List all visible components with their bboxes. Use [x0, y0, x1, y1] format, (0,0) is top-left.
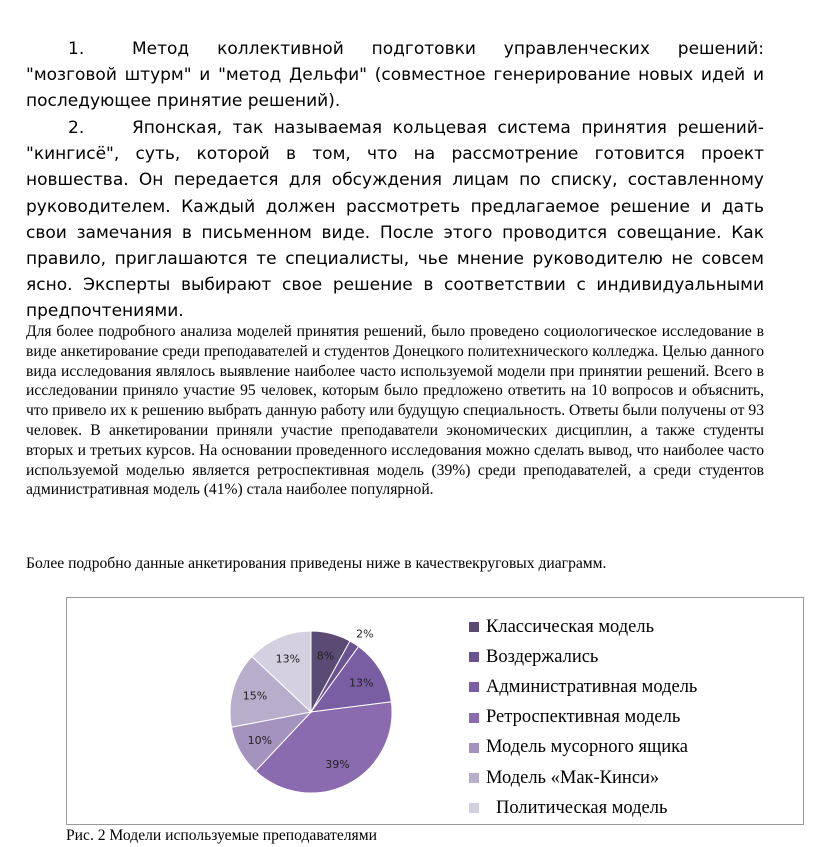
- legend-swatch: [469, 622, 479, 632]
- slice-label: 13%: [275, 652, 301, 666]
- legend-swatch: [469, 682, 479, 692]
- legend-item: [469, 793, 697, 823]
- legend-label: Модель «Мак-Кинси»: [486, 767, 660, 788]
- slice-label: 10%: [247, 734, 273, 748]
- pie-chart: [66, 597, 804, 825]
- slice-label: 13%: [348, 676, 374, 690]
- research-paragraph: Для более подробного анализа моделей принятия решений, было проведено социологическое исследование в виде анкетирование среди преподавателей и студентов Донецкого политехнического колледжа. Целью данного вида исследования являлось выявление наиболее часто используемой модели при принятии решений. Всего в исследовании приняло участие 95 человек, которым было предложено ответить на 10 вопросов и объяснить, что привело их к решению выбрать данную работу или будущую специальность. Ответы были получены от 93 человек. В анкетировании приняли участие преподаватели экономических дисциплин, а также студенты вторых и третьих курсов. На основании проведенного исследования можно сделать вывод, что наиболее часто используемой моделью является ретроспективная модель (39%) среди преподавателей, а среди студентов административная модель (41%) стала наиболее популярной.: [26, 323, 764, 499]
- list-number: 1.: [68, 39, 85, 59]
- list-number: 2.: [68, 118, 85, 138]
- list-item-2: [26, 115, 764, 325]
- list-text: Метод коллективной подготовки управленческих решений: "мозговой штурм" и "метод Дельфи" (совместное генерирование новых идей и последующее принятие решений).: [26, 39, 764, 112]
- legend-swatch: [469, 652, 479, 662]
- slice-label: 15%: [242, 689, 268, 703]
- legend-swatch: [469, 713, 479, 723]
- legend-item: [469, 733, 697, 763]
- legend-swatch: [469, 803, 479, 813]
- slice-label: 2%: [356, 627, 374, 641]
- legend-item: [469, 703, 697, 733]
- list-text: Японская, так называемая кольцевая система принятия решений- "кингисё", суть, которой в том, что на рассмотрение готовится проект новшества. Он передается для обсуждения лицам по списку, составленному руководителем. Каждый должен рассмотреть предлагаемое решение и дать свои замечания в письменном виде. После этого проводится совещание. Как правило, приглашаются те специалисты, чье мнение руководителю не совсем ясно. Эксперты выбирают свое решение в соответствии с индивидуальными предпочтениями.: [26, 118, 764, 322]
- legend-label: Политическая модель: [496, 797, 668, 818]
- legend-item: [469, 763, 697, 793]
- legend-label: Административная модель: [486, 676, 698, 697]
- legend-swatch: [469, 743, 479, 753]
- legend-label: Ретроспективная модель: [486, 707, 681, 728]
- legend-label: Воздержались: [486, 646, 599, 667]
- slice-label: 39%: [325, 757, 350, 771]
- legend-item: [469, 642, 697, 672]
- chart-legend: [469, 612, 697, 823]
- legend-item: [469, 672, 697, 702]
- figure-caption: Рис. 2 Модели используемые преподавателями: [66, 827, 377, 844]
- legend-label: Модель мусорного ящика: [486, 737, 689, 758]
- legend-label: Классическая модель: [486, 616, 655, 637]
- slice-label: 8%: [316, 649, 335, 663]
- list-item-1: [26, 36, 764, 115]
- intro-line: Более подробно данные анкетирования приведены ниже в качествекруговых диаграмм.: [26, 555, 607, 572]
- legend-swatch: [469, 773, 479, 783]
- legend-item: [469, 612, 697, 642]
